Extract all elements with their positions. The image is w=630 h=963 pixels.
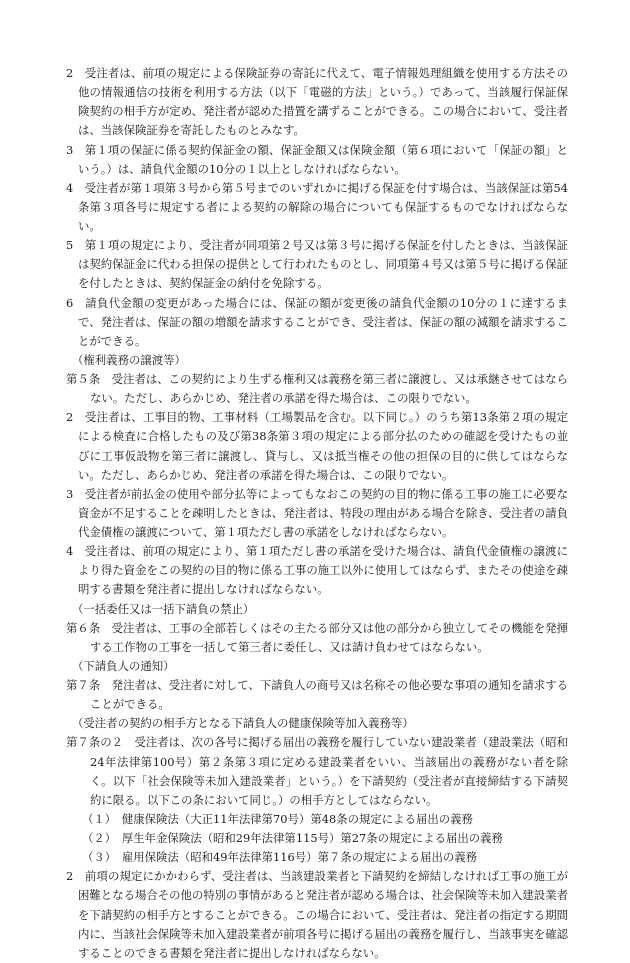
article-5-paragraph-4: 4 受注者は、前項の規定により、第１項ただし書の承諾を受けた場合は、請負代金債権の譲渡により得た資金をこの契約の目的物に係る工事の施工以外に使用してはならず、またその使途を疎明する書類を発注者に提出しなければならない。 — [66, 544, 568, 597]
article-7-2-caption: （受注者の契約の相手方となる下請負人の健康保険等加入義務等） — [72, 716, 414, 731]
clause-4-paragraph-5: 5 第１項の規定により、受注者が同項第２号又は第３号に掲げる保証を付したときは、当該保証は契約保証金に代わる担保の提供として行われたものとし、同項第４号又は第５号に掲げる保証を付したときは、契約保証金の納付を免除する。 — [66, 238, 568, 291]
article-5-caption: （権利義務の譲渡等） — [72, 352, 186, 367]
article-6-caption: （一括委任又は一括下請負の禁止） — [72, 601, 255, 616]
article-6-paragraph-1: 第６条 受注者は、工事の全部若しくはその主たる部分又は他の部分から独立してその機能を発揮する工作物の工事を一括して第三者に委任し、又は請け負わせてはならない。 — [66, 620, 568, 654]
article-7-2-paragraph-2: 2 前項の規定にかかわらず、受注者は、当該建設業者と下請契約を締結しなければ工事の施工が困難となる場合その他の特別の事情があると発注者が認める場合は、社会保険等未加入建設業者を下請契約の相手方とすることができる。この場合において、受注者は、発注者の指定する期間内に、当該社会保険等未加入建設業者が前項各号に掲げる届出の義務を履行し、当該事実を確認することのできる書類を発注者に提出しなければならない。 — [66, 869, 568, 960]
clause-4-paragraph-3: 3 第１項の保証に係る契約保証金の額、保証金額又は保険金額（第６項において「保証の額」という。）は、請負代金額の10分の１以上としなければならない。 — [66, 142, 568, 176]
article-7-caption: （下請負人の通知） — [72, 658, 175, 673]
document-body — [66, 64, 568, 963]
clause-4-paragraph-6: 6 請負代金額の変更があった場合には、保証の額が変更後の請負代金額の10分の１に達するまで、発注者は、保証の額の増額を請求することができ、受注者は、保証の額の減額を請求することができる。 — [66, 295, 568, 348]
clause-4-paragraph-2: 2 受注者は、前項の規定による保険証券の寄託に代えて、電子情報処理組織を使用する方法その他の情報通信の技術を利用する方法（以下「電磁的方法」という。）であって、当該履行保証保険契約の相手方が定め、発注者が認めた措置を講ずることができる。この場合において、受注者は、当該保険証券を寄託したものとみなす。 — [66, 66, 568, 138]
article-5-paragraph-3: 3 受注者が前払金の使用や部分払等によってもなおこの契約の目的物に係る工事の施工に必要な資金が不足することを疎明したときは、発注者は、特段の理由がある場合を除き、受注者の請負代金債権の譲渡について、第１項ただし書の承諾をしなければならない。 — [66, 486, 568, 539]
article-5-paragraph-2: 2 受注者は、工事目的物、工事材料（工場製品を含む。以下同じ。）のうち第13条第２項の規定による検査に合格したもの及び第38条第３項の規定による部分払のための確認を受けたもの並びに工事仮設物を第三者に譲渡し、貸与し、又は抵当権その他の担保の目的に供してはならない。ただし、あらかじめ、発注者の承諾を得た場合は、この限りでない。 — [66, 410, 568, 482]
article-7-2-item-2: （２） 厚生年金保険法（昭和29年法律第115号）第27条の規定による届出の義務 — [82, 831, 503, 845]
article-7-2-item-3: （３） 雇用保険法（昭和49年法律第116号）第７条の規定による届出の義務 — [82, 850, 478, 865]
clause-4-paragraph-4: 4 受注者が第１項第３号から第５号までのいずれかに掲げる保証を付す場合は、当該保証は第54条第３項各号に規定する者による契約の解除の場合についても保証するものでなければならない。 — [66, 180, 568, 233]
article-7-2-paragraph-1: 第７条の２ 受注者は、次の各号に掲げる届出の義務を履行していない建設業者（建設業法（昭和24年法律第100号）第２条第３項に定める建設業者をいい、当該届出の義務がない者を除く。以下「社会保険等未加入建設業者」という。）を下請契約（受注者が直接締結する下請契約に限る。以下この条において同じ。）の相手方としてはならない。 — [66, 735, 568, 807]
article-7-2-item-1: （１） 健康保険法（大正11年法律第70号）第48条の規定による届出の義務 — [82, 811, 473, 826]
article-7-paragraph-1: 第７条 発注者は、受注者に対して、下請負人の商号又は名称その他必要な事項の通知を請求することができる。 — [66, 678, 568, 712]
article-5-paragraph-1: 第５条 受注者は、この契約により生ずる権利又は義務を第三者に譲渡し、又は承継させてはならない。ただし、あらかじめ、発注者の承諾を得た場合は、この限りでない。 — [66, 372, 568, 406]
